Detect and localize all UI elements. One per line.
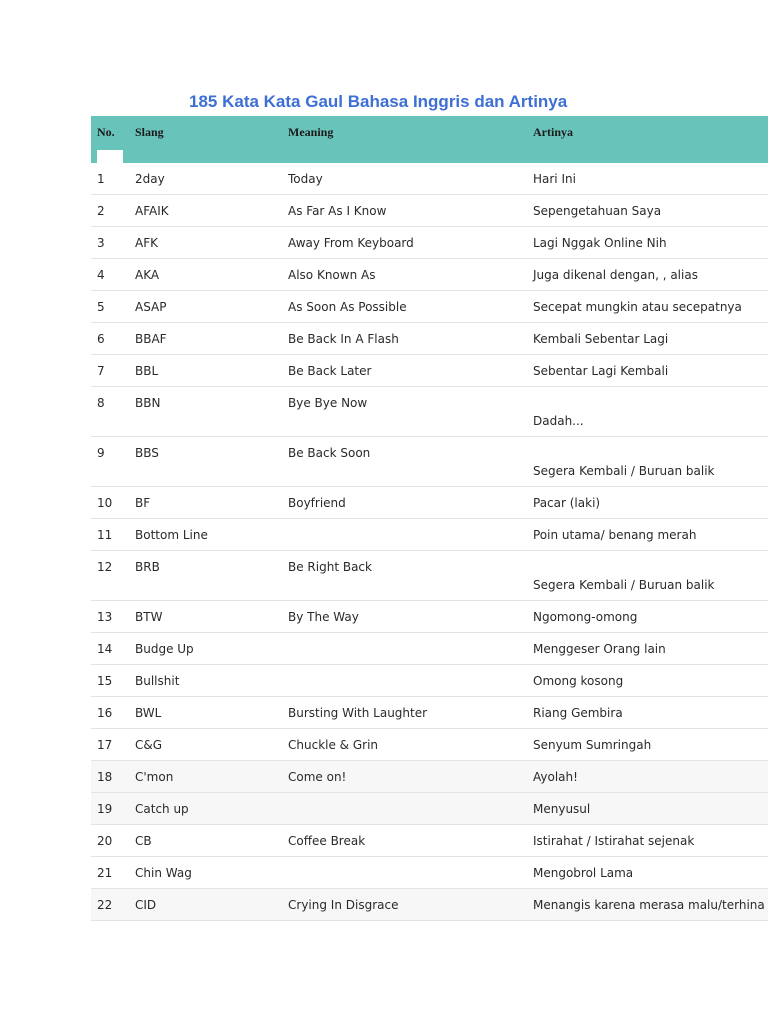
- table-row: [91, 761, 768, 793]
- row-number: 17: [97, 738, 113, 752]
- row-meaning: As Soon As Possible: [288, 300, 407, 314]
- row-meaning: Boyfriend: [288, 496, 346, 510]
- row-number: 21: [97, 866, 113, 880]
- table-row: [91, 889, 768, 921]
- row-meaning: Be Right Back: [288, 560, 372, 574]
- table-header: [91, 116, 768, 148]
- page-title: 185 Kata Kata Gaul Bahasa Inggris dan Artinya: [189, 92, 568, 111]
- table-row: [91, 551, 768, 601]
- row-slang: AFK: [135, 236, 158, 250]
- row-artinya: Dadah...: [533, 414, 584, 428]
- table-row: [91, 633, 768, 665]
- row-meaning: As Far As I Know: [288, 204, 387, 218]
- row-number: 16: [97, 706, 113, 720]
- row-slang: BWL: [135, 706, 162, 720]
- row-slang: CID: [135, 898, 157, 912]
- table-row: [91, 163, 768, 195]
- row-number: 11: [97, 528, 113, 542]
- table-row: [91, 697, 768, 729]
- row-artinya: Menggeser Orang lain: [533, 642, 666, 656]
- row-slang: BBAF: [135, 332, 167, 346]
- row-number: 7: [97, 364, 105, 378]
- row-number: 2: [97, 204, 105, 218]
- row-slang: ASAP: [135, 300, 167, 314]
- row-meaning: Come on!: [288, 770, 347, 784]
- row-artinya: Segera Kembali / Buruan balik: [533, 464, 715, 478]
- row-slang: Bullshit: [135, 674, 180, 688]
- header-spacer: [91, 148, 768, 163]
- row-number: 19: [97, 802, 113, 816]
- row-meaning: Coffee Break: [288, 834, 366, 848]
- table-row: [91, 665, 768, 697]
- table-row: [91, 729, 768, 761]
- table-row: [91, 437, 768, 487]
- row-slang: 2day: [135, 172, 165, 186]
- row-artinya: Omong kosong: [533, 674, 624, 688]
- row-meaning: By The Way: [288, 610, 359, 624]
- row-meaning: Today: [288, 172, 323, 186]
- header-artinya: Artinya: [533, 125, 573, 139]
- row-slang: CB: [135, 834, 152, 848]
- row-number: 20: [97, 834, 113, 848]
- row-number: 10: [97, 496, 113, 510]
- row-artinya: Ngomong-omong: [533, 610, 638, 624]
- table-row: [91, 825, 768, 857]
- row-number: 5: [97, 300, 105, 314]
- row-number: 15: [97, 674, 113, 688]
- row-slang: Chin Wag: [135, 866, 192, 880]
- row-artinya: Segera Kembali / Buruan balik: [533, 578, 715, 592]
- row-slang: BBS: [135, 446, 159, 460]
- table-row: [91, 227, 768, 259]
- table-row: [91, 291, 768, 323]
- row-meaning: Be Back Later: [288, 364, 372, 378]
- row-number: 22: [97, 898, 113, 912]
- row-number: 9: [97, 446, 105, 460]
- header-slang: Slang: [135, 125, 164, 139]
- row-meaning: Also Known As: [288, 268, 376, 282]
- row-slang: Bottom Line: [135, 528, 208, 542]
- row-number: 3: [97, 236, 105, 250]
- row-number: 12: [97, 560, 113, 574]
- row-artinya: Menangis karena merasa malu/terhina: [533, 898, 765, 912]
- row-artinya: Riang Gembira: [533, 706, 623, 720]
- row-slang: BTW: [135, 610, 163, 624]
- row-artinya: Hari Ini: [533, 172, 576, 186]
- row-slang: Budge Up: [135, 642, 194, 656]
- row-meaning: Be Back Soon: [288, 446, 371, 460]
- row-number: 4: [97, 268, 105, 282]
- row-meaning: Away From Keyboard: [288, 236, 414, 250]
- row-meaning: Be Back In A Flash: [288, 332, 399, 346]
- row-artinya: Senyum Sumringah: [533, 738, 652, 752]
- table-row: [91, 387, 768, 437]
- row-meaning: Crying In Disgrace: [288, 898, 399, 912]
- row-artinya: Ayolah!: [533, 770, 578, 784]
- row-slang: AFAIK: [135, 204, 169, 218]
- row-number: 14: [97, 642, 113, 656]
- row-slang: BRB: [135, 560, 160, 574]
- table-row: [91, 487, 768, 519]
- table-row: [91, 355, 768, 387]
- row-meaning: Bursting With Laughter: [288, 706, 428, 720]
- table-row: [91, 323, 768, 355]
- row-number: 6: [97, 332, 105, 346]
- row-artinya: Sepengetahuan Saya: [533, 204, 662, 218]
- table-row: [91, 259, 768, 291]
- row-artinya: Poin utama/ benang merah: [533, 528, 697, 542]
- row-slang: C'mon: [135, 770, 174, 784]
- row-artinya: Kembali Sebentar Lagi: [533, 332, 669, 346]
- row-number: 13: [97, 610, 113, 624]
- table-body: [91, 163, 768, 921]
- row-artinya: Pacar (laki): [533, 496, 601, 510]
- row-slang: BBN: [135, 396, 161, 410]
- row-number: 8: [97, 396, 105, 410]
- header-meaning: Meaning: [288, 125, 334, 139]
- row-artinya: Menyusul: [533, 802, 591, 816]
- row-artinya: Istirahat / Istirahat sejenak: [533, 834, 695, 848]
- spacer-notch: [97, 150, 123, 163]
- row-slang: BF: [135, 496, 151, 510]
- header-no: No.: [97, 125, 115, 139]
- row-slang: Catch up: [135, 802, 189, 816]
- row-meaning: Bye Bye Now: [288, 396, 368, 410]
- row-slang: C&G: [135, 738, 163, 752]
- row-artinya: Mengobrol Lama: [533, 866, 634, 880]
- row-number: 1: [97, 172, 105, 186]
- table-row: [91, 601, 768, 633]
- table-row: [91, 793, 768, 825]
- table-row: [91, 519, 768, 551]
- row-artinya: Sebentar Lagi Kembali: [533, 364, 669, 378]
- row-artinya: Secepat mungkin atau secepatnya: [533, 300, 742, 314]
- row-number: 18: [97, 770, 113, 784]
- row-slang: AKA: [135, 268, 160, 282]
- slang-table: [91, 116, 768, 921]
- table-row: [91, 195, 768, 227]
- row-artinya: Lagi Nggak Online Nih: [533, 236, 667, 250]
- row-artinya: Juga dikenal dengan, , alias: [533, 268, 698, 282]
- table-row: [91, 857, 768, 889]
- row-slang: BBL: [135, 364, 159, 378]
- row-meaning: Chuckle & Grin: [288, 738, 379, 752]
